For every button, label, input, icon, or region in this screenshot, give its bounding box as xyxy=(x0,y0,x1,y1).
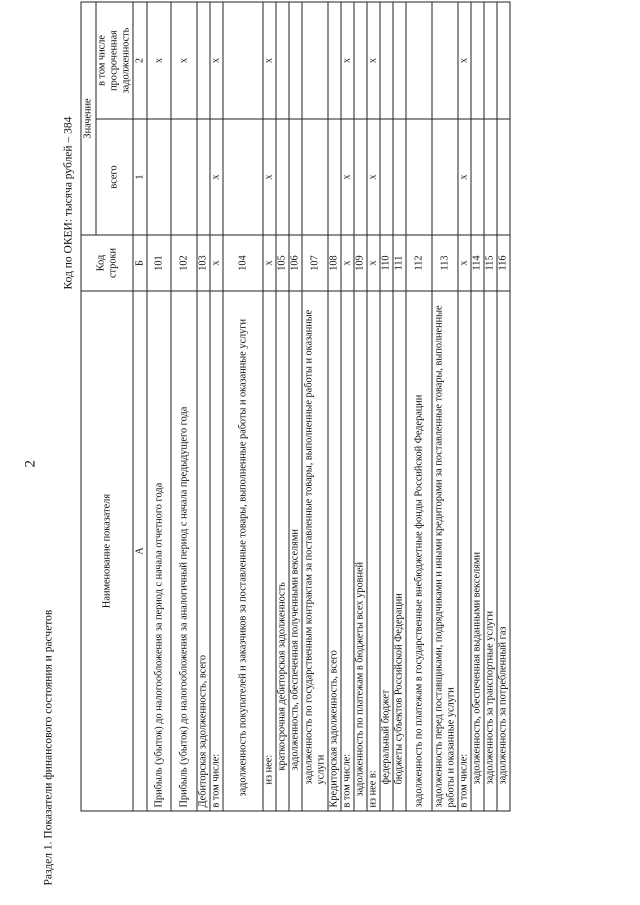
row-code: 105 xyxy=(276,235,289,291)
row-name: федеральный бюджет xyxy=(380,291,393,811)
row-total: x xyxy=(263,119,276,235)
row-name: краткосрочная дебиторская задолженность xyxy=(276,291,289,811)
row-code: 110 xyxy=(380,235,393,291)
row-code: x xyxy=(210,235,223,291)
header-total: всего xyxy=(96,119,133,235)
row-overdue xyxy=(354,1,367,118)
row-overdue xyxy=(328,1,341,118)
table-row xyxy=(354,1,367,810)
row-overdue xyxy=(197,1,210,118)
row-total xyxy=(289,119,302,235)
row-code: x xyxy=(263,235,276,291)
row-code: x xyxy=(341,235,354,291)
row-total xyxy=(484,119,497,235)
row-overdue xyxy=(471,1,484,118)
table-row xyxy=(380,1,393,810)
row-name: задолженность, обеспеченная полученными векселями xyxy=(289,291,302,811)
row-total xyxy=(497,119,510,235)
row-total: x xyxy=(367,119,380,235)
row-name: в том числе: xyxy=(458,291,471,811)
row-name: бюджеты субъектов Российской Федерации xyxy=(393,291,406,811)
table-row xyxy=(223,1,263,810)
row-code: 108 xyxy=(328,235,341,291)
row-overdue: x xyxy=(171,1,197,118)
header-name: Наименование показателя xyxy=(81,291,133,811)
row-total xyxy=(147,119,171,235)
header-col-a: А xyxy=(133,291,147,811)
table-row xyxy=(276,1,289,810)
row-total xyxy=(432,119,458,235)
row-total xyxy=(471,119,484,235)
row-overdue xyxy=(393,1,406,118)
row-name: в том числе: xyxy=(210,291,223,811)
row-code: x xyxy=(458,235,471,291)
page-number: 2 xyxy=(22,459,38,467)
row-overdue xyxy=(432,1,458,118)
header-code: Код строки xyxy=(81,235,133,291)
row-name: задолженность перед поставщиками, подрядчиками и иными кредиторами за поставленные товары, выполненные работы и оказанные услуги xyxy=(432,291,458,811)
row-overdue xyxy=(497,1,510,118)
header-col-2: 2 xyxy=(133,1,147,118)
row-code: 102 xyxy=(171,235,197,291)
row-name: Прибыль (убыток) до налогообложения за аналогичный период с начала предыдущего года xyxy=(171,291,197,811)
row-name: из нее в: xyxy=(367,291,380,811)
row-total xyxy=(406,119,432,235)
row-name: задолженность по государственным контрактам за поставленные товары, выполненные работы и оказанные услуги xyxy=(302,291,328,811)
row-overdue: x xyxy=(147,1,171,118)
indicators-table xyxy=(80,1,510,811)
row-code: 113 xyxy=(432,235,458,291)
table-row xyxy=(471,1,484,810)
row-name: задолженность по платежам в бюджеты всех уровней xyxy=(354,291,367,811)
table-row xyxy=(302,1,328,810)
row-name: задолженность за транспортные услуги xyxy=(484,291,497,811)
header-overdue: в том числе просроченная задолженность xyxy=(96,1,133,118)
row-total xyxy=(380,119,393,235)
table-row xyxy=(171,1,197,810)
table-row xyxy=(147,1,171,810)
row-code: 111 xyxy=(393,235,406,291)
row-name: задолженность, обеспеченная выданными векселями xyxy=(471,291,484,811)
table-row xyxy=(341,1,354,810)
row-code: 116 xyxy=(497,235,510,291)
table-row xyxy=(406,1,432,810)
table-row xyxy=(367,1,380,810)
row-code: 107 xyxy=(302,235,328,291)
row-code: 115 xyxy=(484,235,497,291)
row-total: x xyxy=(210,119,223,235)
row-code: 101 xyxy=(147,235,171,291)
row-overdue xyxy=(380,1,393,118)
header-col-b: Б xyxy=(133,235,147,291)
row-code: 104 xyxy=(223,235,263,291)
row-overdue xyxy=(406,1,432,118)
table-row xyxy=(210,1,223,810)
row-overdue xyxy=(484,1,497,118)
row-code: 103 xyxy=(197,235,210,291)
row-overdue: x xyxy=(341,1,354,118)
row-name: задолженность по платежам в государственные внебюджетные фонды Российской Федерации xyxy=(406,291,432,811)
row-total xyxy=(276,119,289,235)
table-row xyxy=(393,1,406,810)
row-code: 106 xyxy=(289,235,302,291)
row-name: Кредиторская задолженность, всего xyxy=(328,291,341,811)
row-total xyxy=(393,119,406,235)
row-code: x xyxy=(367,235,380,291)
okei-note: Код по ОКЕИ: тысяча рублей – 384 xyxy=(62,116,74,289)
row-name: Прибыль (убыток) до налогообложения за период с начала отчетного года xyxy=(147,291,171,811)
row-name: в том числе: xyxy=(341,291,354,811)
row-total: x xyxy=(341,119,354,235)
row-code: 112 xyxy=(406,235,432,291)
table-row xyxy=(197,1,210,810)
table-row xyxy=(289,1,302,810)
row-total xyxy=(354,119,367,235)
row-total: x xyxy=(458,119,471,235)
row-code: 109 xyxy=(354,235,367,291)
row-name: задолженность за потребленный газ xyxy=(497,291,510,811)
row-name: из нее: xyxy=(263,291,276,811)
row-overdue: x xyxy=(210,1,223,118)
table-row xyxy=(328,1,341,810)
row-total xyxy=(171,119,197,235)
section-title: Раздел 1. Показатели финансового состояния и расчетов xyxy=(42,609,54,885)
row-name: задолженность покупателей и заказчиков за поставленные товары, выполненные работы и оказанные услуги xyxy=(223,291,263,811)
row-total xyxy=(223,119,263,235)
row-code: 114 xyxy=(471,235,484,291)
row-name: Дебиторская задолженность, всего xyxy=(197,291,210,811)
row-overdue xyxy=(276,1,289,118)
table-row xyxy=(484,1,497,810)
row-total xyxy=(197,119,210,235)
table-row xyxy=(432,1,458,810)
row-overdue xyxy=(223,1,263,118)
row-overdue: x xyxy=(367,1,380,118)
row-overdue xyxy=(289,1,302,118)
header-value: Значение xyxy=(81,1,96,234)
table-row xyxy=(263,1,276,810)
row-overdue: x xyxy=(263,1,276,118)
row-total xyxy=(302,119,328,235)
row-overdue: x xyxy=(458,1,471,118)
row-total xyxy=(328,119,341,235)
table-row xyxy=(497,1,510,810)
row-overdue xyxy=(302,1,328,118)
header-col-1: 1 xyxy=(133,119,147,235)
table-row xyxy=(458,1,471,810)
